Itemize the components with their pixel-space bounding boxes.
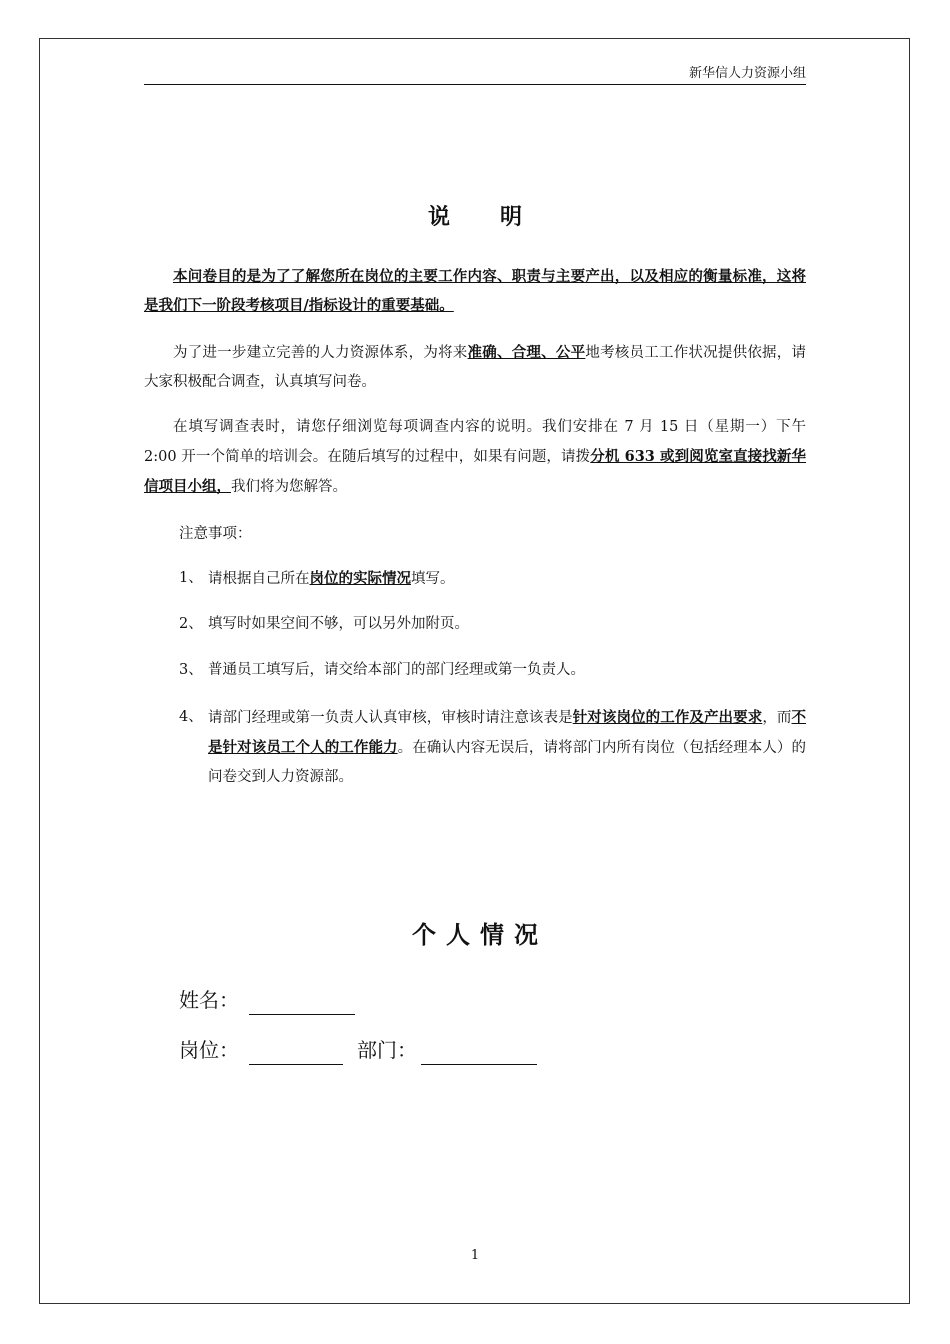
note-1-emphasis: 岗位的实际情况 — [309, 570, 411, 587]
paragraph-instructions-contact: 分机 633 或到阅览室直接找新华信项目小组， — [144, 448, 806, 495]
note-number: 4、 — [179, 709, 203, 725]
note-4-text-e: 。在确认内容无误后，请将部门内所有岗位（包括经理本人）的问卷交到人力资源部。 — [208, 740, 807, 785]
note-text: 普通员工填写后，请交给本部门的部门经理或第一负责人。 — [208, 662, 585, 678]
note-text — [208, 703, 806, 792]
page-title: 说明 — [427, 204, 572, 230]
position-label: 岗位： — [179, 1038, 239, 1062]
position-department-row — [179, 1035, 537, 1065]
note-text — [208, 564, 806, 594]
note-number: 2、 — [179, 616, 203, 632]
position-field[interactable] — [249, 1042, 343, 1065]
note-1-text-a: 请根据自己所在 — [208, 571, 310, 587]
name-field[interactable] — [249, 992, 355, 1015]
note-4-text-a: 请部门经理或第一负责人认真审核，审核时请注意该表是 — [208, 710, 573, 726]
note-item-3 — [179, 656, 806, 685]
name-label: 姓名： — [179, 988, 239, 1012]
personal-section-title: 个人情况 — [412, 920, 548, 949]
page-header — [144, 64, 806, 85]
note-item-1 — [179, 564, 806, 594]
header-org: 新华信人力资源小组 — [688, 66, 806, 81]
note-item-2 — [179, 610, 806, 639]
name-row — [179, 985, 355, 1015]
note-4-text-c: ，而 — [762, 710, 792, 726]
paragraph-intro — [144, 338, 806, 397]
note-4-emphasis-1: 针对该岗位的工作及产出要求 — [572, 709, 763, 726]
paragraph-instructions-text-c: 我们将为您解答。 — [231, 479, 347, 495]
note-number: 1、 — [179, 570, 203, 586]
department-label: 部门： — [357, 1038, 417, 1062]
department-field[interactable] — [421, 1042, 537, 1065]
paragraph-instructions — [144, 413, 806, 502]
note-1-text-c: 填写。 — [411, 571, 455, 587]
note-4-emphasis-2: 不是针对该员工个人的工作能力 — [208, 709, 807, 756]
note-item-4 — [179, 703, 806, 792]
notes-heading: 注意事项： — [179, 526, 252, 542]
paragraph-intro-text-a: 为了进一步建立完善的人力资源体系，为将来 — [173, 345, 468, 361]
note-number: 3、 — [179, 662, 203, 678]
paragraph-instructions-text-a: 在填写调查表时，请您仔细浏览每项调查内容的说明。我们安排在 7 月 15 日（星期一）下午 2:00 开一个简单的培训会。在随后填写的过程中，如果有问题，请拨 — [144, 419, 806, 465]
paragraph-intro-emphasis: 准确、合理、公平 — [467, 344, 586, 361]
page-number: 1 — [470, 1248, 480, 1263]
paragraph-intro-text-c: 地考核员工工作状况提供依据，请大家积极配合调查，认真填写问卷。 — [144, 345, 807, 390]
note-text: 填写时如果空间不够，可以另外加附页。 — [208, 616, 469, 632]
paragraph-purpose: 本问卷目的是为了了解您所在岗位的主要工作内容、职责与主要产出，以及相应的衡量标准，这将是我们下一阶段考核项目/指标设计的重要基础。 — [144, 268, 806, 314]
